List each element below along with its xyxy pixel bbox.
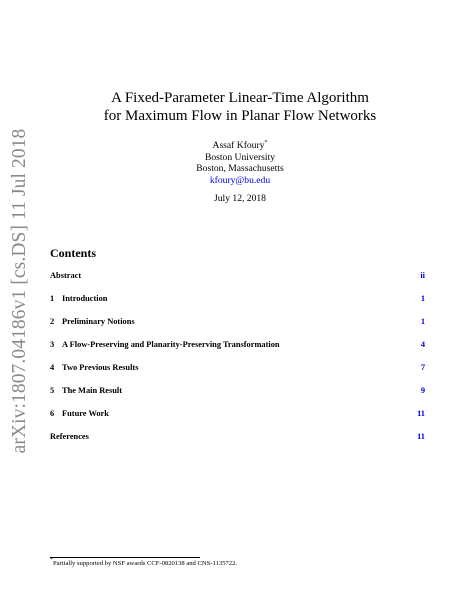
- toc-page-link[interactable]: 9: [420, 386, 425, 395]
- location: Boston, Massachusetts: [196, 163, 284, 174]
- toc-section-number: 6: [50, 409, 55, 418]
- toc-entry[interactable]: [50, 362, 425, 374]
- toc-section-title: Two Previous Results: [62, 363, 139, 372]
- contents-heading: Contents: [50, 246, 97, 260]
- toc-section-number: 4: [50, 363, 55, 372]
- toc-section-title: Introduction: [62, 294, 108, 303]
- toc-section-number: 3: [50, 340, 55, 349]
- toc-section-title: Abstract: [50, 271, 82, 280]
- toc-page-link[interactable]: 1: [420, 294, 425, 303]
- footnote: [50, 557, 238, 567]
- paper-title: [60, 89, 420, 125]
- author-line: [60, 140, 420, 152]
- toc-entry[interactable]: [50, 385, 425, 397]
- toc-page-link[interactable]: 11: [417, 432, 425, 441]
- author-name: Assaf Kfoury: [212, 140, 265, 151]
- toc-section-number: 2: [50, 317, 55, 326]
- toc-section-title: Preliminary Notions: [62, 317, 135, 326]
- toc-section-title: Future Work: [62, 409, 109, 418]
- toc-entry[interactable]: [50, 316, 425, 328]
- affiliation: Boston University: [204, 151, 276, 163]
- toc-page-link[interactable]: 1: [420, 317, 425, 326]
- toc-entry[interactable]: [50, 270, 425, 282]
- toc-section-number: 5: [50, 386, 55, 395]
- toc-entry[interactable]: [50, 293, 425, 305]
- toc-page-link[interactable]: ii: [420, 271, 425, 280]
- toc-entry[interactable]: [50, 339, 425, 351]
- footnote-mark: *: [50, 557, 53, 563]
- toc-page-link[interactable]: 7: [420, 363, 425, 372]
- title-line-2: for Maximum Flow in Planar Flow Networks: [103, 108, 377, 124]
- footnote-text: Partially supported by NSF awards CCF-0820138 and CNS-1135722.: [53, 560, 238, 567]
- toc-section-title: A Flow-Preserving and Planarity-Preserving Transformation: [62, 340, 280, 349]
- email-link[interactable]: kfoury@bu.edu: [209, 174, 271, 186]
- toc-page-link[interactable]: 11: [417, 409, 425, 418]
- toc-entry[interactable]: [50, 408, 425, 420]
- arxiv-identifier: arXiv:1807.04186v1 [cs.DS] 11 Jul 2018: [9, 128, 30, 454]
- toc-page-link[interactable]: 4: [420, 340, 425, 349]
- title-line-1: A Fixed-Parameter Linear-Time Algorithm: [111, 90, 369, 106]
- toc-section-title: References: [50, 432, 89, 441]
- toc-section-number: 1: [50, 294, 55, 303]
- author-block: [60, 140, 420, 186]
- author-footnote-mark: *: [264, 140, 268, 146]
- toc-section-title: The Main Result: [62, 386, 123, 395]
- toc-entry[interactable]: [50, 431, 425, 443]
- arxiv-sidebar: [4, 128, 36, 454]
- paper-date: July 12, 2018: [214, 193, 266, 204]
- footnote-rule: [50, 557, 200, 558]
